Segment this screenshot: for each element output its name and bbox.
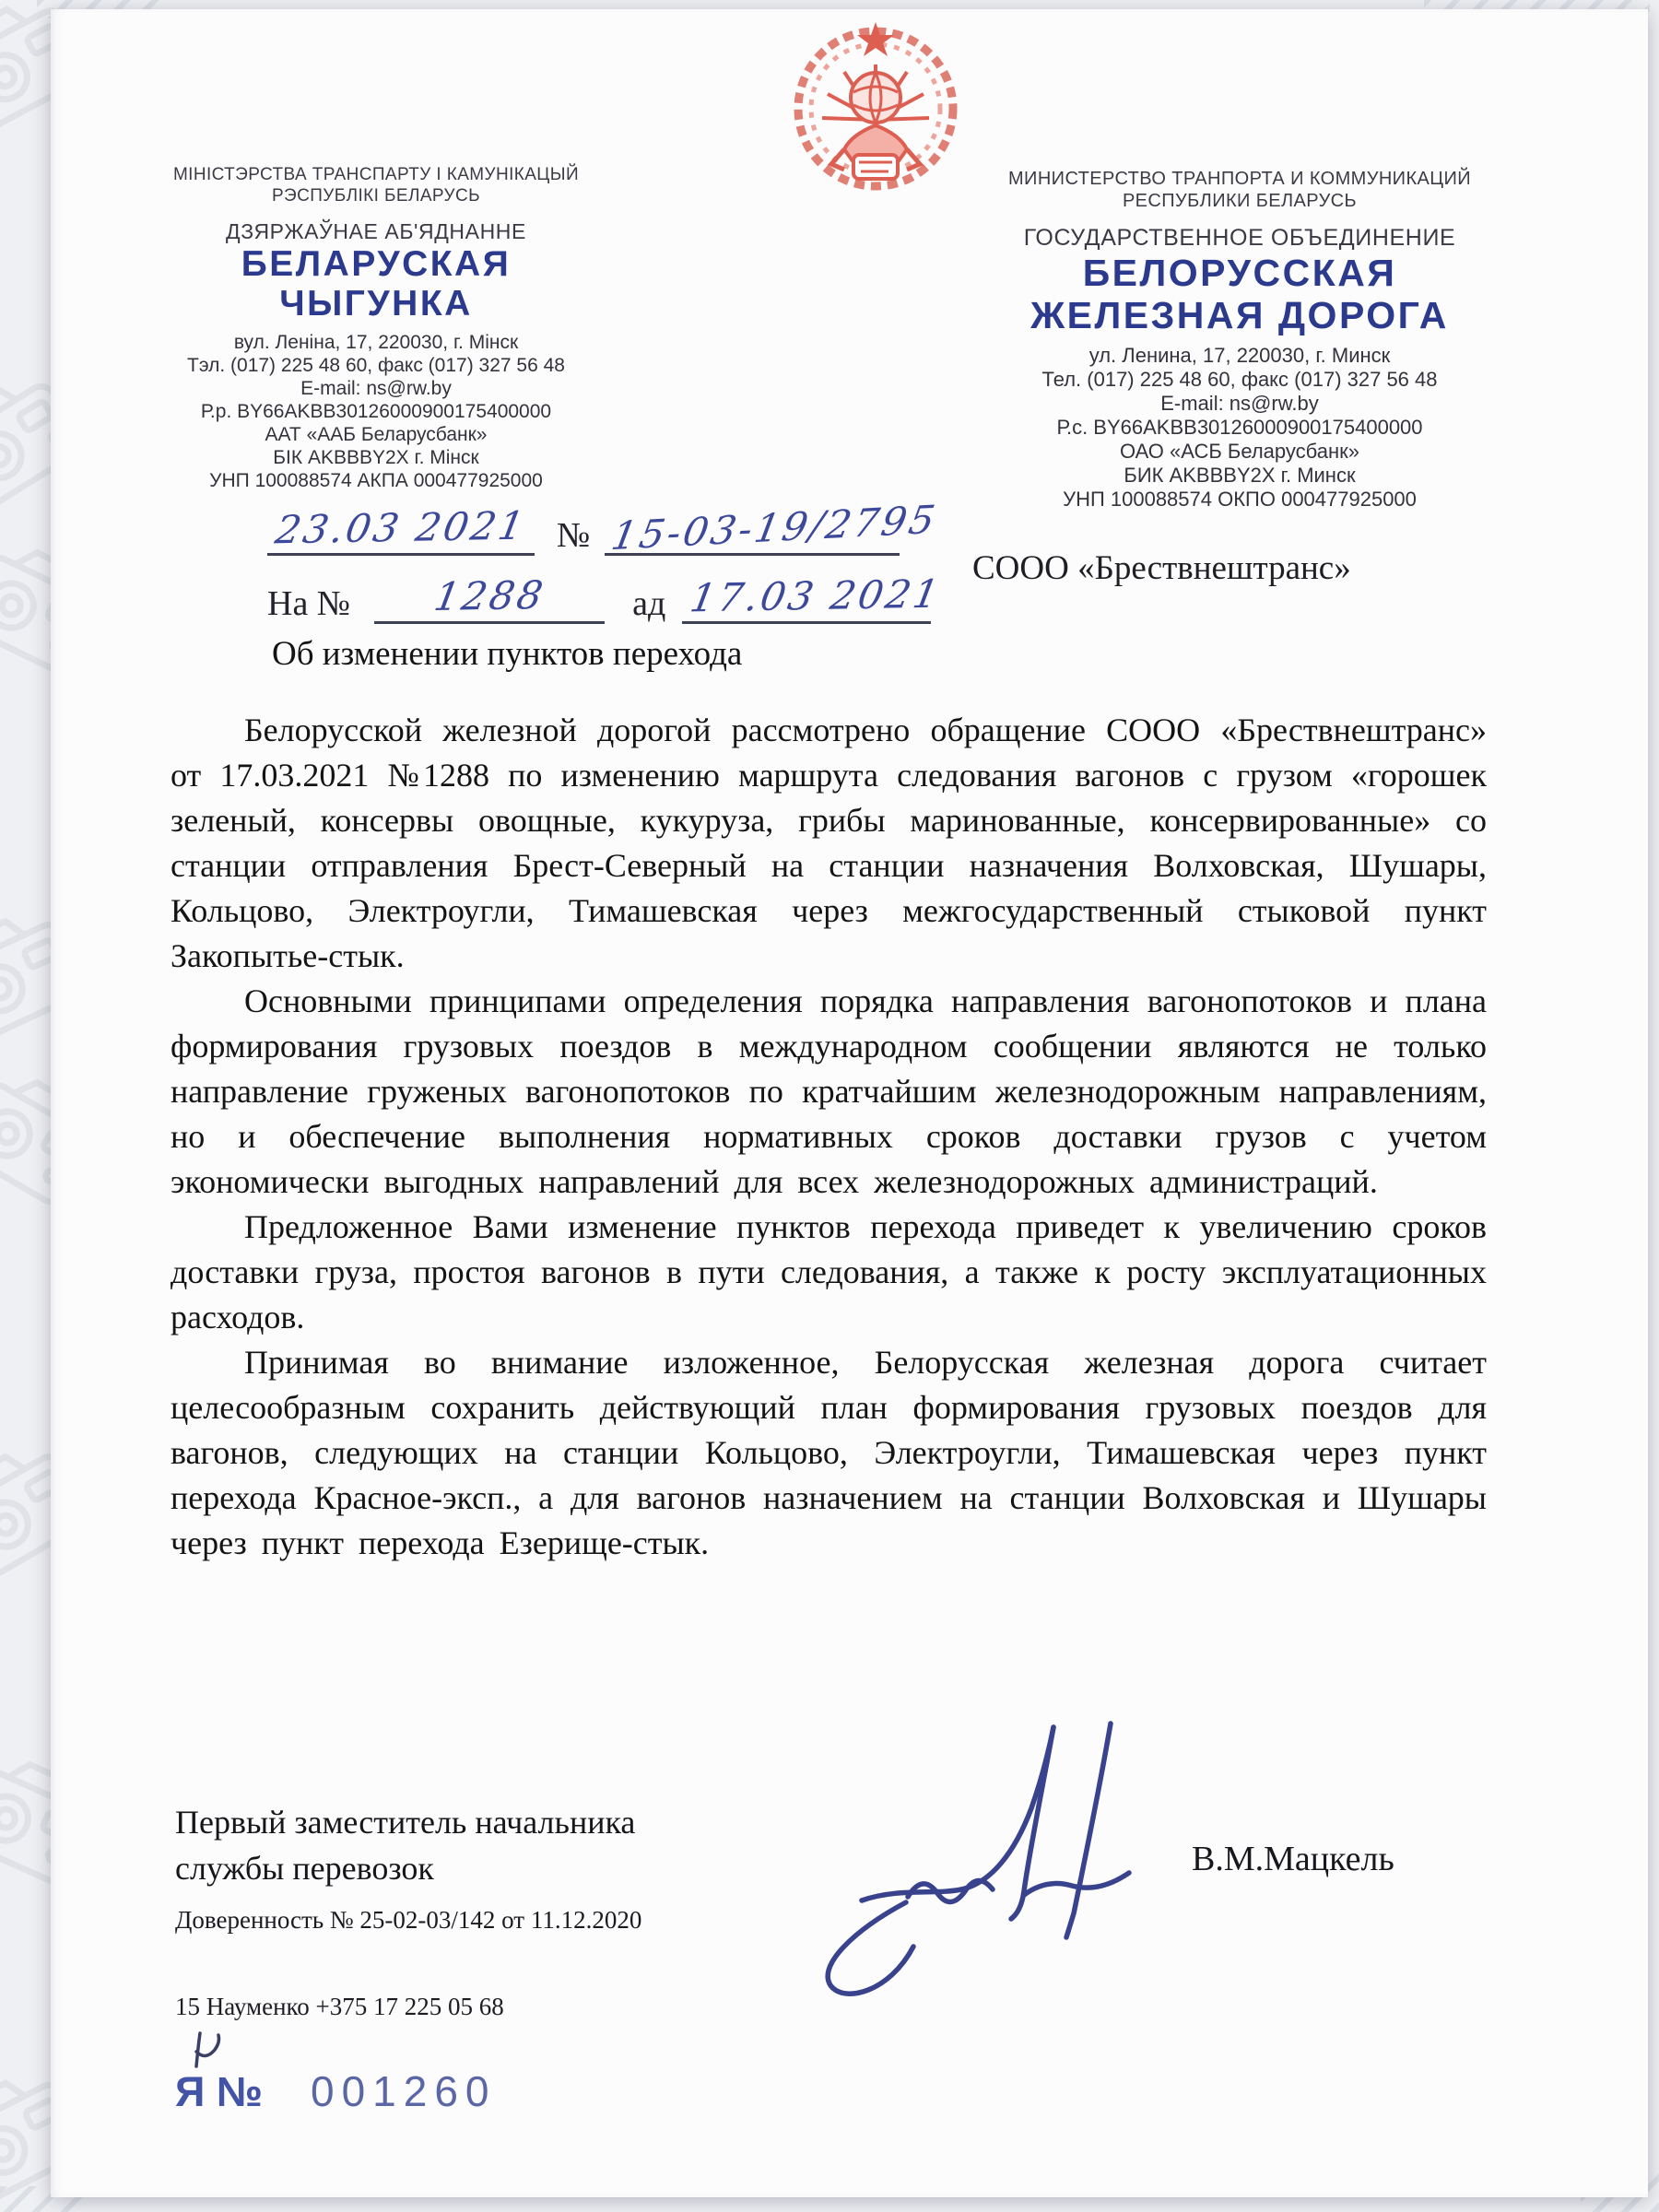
org-name-ru: БЕЛОРУССКАЯ ЖЕЛЕЗНАЯ ДОРОГА	[1030, 252, 1449, 336]
coat-of-arms-icon	[783, 17, 968, 196]
handwritten-date: 23.03 2021	[272, 502, 531, 553]
body-paragraph: Принимая во внимание изложенное, Белорусская железная дорога считает целесообразным сохранить действующий план формирования грузовых поездов для вагонов, следующих на станции Кольцово, Электроугли, Тимашевская через пункт перехода Красное-эксп., а для вагонов назначением на станции Волховская и Шушары через пункт перехода Езерище-стык.	[171, 1344, 1487, 1561]
outgoing-number-field	[605, 496, 942, 559]
handwritten-number: 15-03-19/2795	[608, 496, 942, 559]
power-of-attorney: Доверенность № 25-02-03/142 от 11.12.2020	[175, 1906, 642, 1934]
document-page	[51, 9, 1648, 2197]
org-details-ru: ул. Ленина, 17, 220030, г. Минск Тел. (017) 225 48 60, факс (017) 327 56 48 E-mail: ns@rw.by Р.с. BY66AKBB30126000900175400000 ОАО «АСБ Беларусбанк» БИК AKBBBY2X г. Минск УНП 100088574 ОКПО 000477925000	[1041, 344, 1438, 511]
executor-contact: 15 Науменко +375 17 225 05 68	[175, 1993, 504, 2020]
association-type-ru: ГОСУДАРСТВЕННОЕ ОБЪЕДИНЕНИЕ	[1023, 225, 1456, 251]
letterhead-right	[986, 168, 1493, 512]
letterhead-left	[169, 164, 583, 492]
form-series-label: Я №	[175, 2068, 264, 2115]
form-number-value: 001260	[311, 2067, 497, 2115]
reply-number-field	[374, 573, 605, 624]
reference-line-reply	[267, 571, 946, 624]
subject-line: Об изменении пунктов перехода	[272, 635, 743, 673]
form-number-line	[175, 2066, 497, 2116]
handwritten-reply-number: 1288	[430, 571, 549, 620]
signer-position: Первый заместитель начальника службы перевозок	[175, 1804, 636, 1887]
ministry-name-ru: РЕСПУБЛИКИ БЕЛАРУСЬ	[1122, 191, 1358, 211]
outgoing-date-field	[267, 502, 535, 556]
signer-name: В.М.Мацкель	[1192, 1840, 1394, 1878]
reply-date-label: ад	[632, 584, 666, 623]
handwritten-signature-icon	[797, 1705, 1203, 2000]
reply-date-field	[682, 571, 946, 624]
body-paragraph: Основными принципами определения порядка направления вагонопотоков и плана формирования грузовых поездов в международном сообщении являются не только направление груженых вагонопотоков по кратчайшим железнодорожным направлениям, но и обеспечение выполнения нормативных сроков доставки грузов с учетом экономически выгодных направлений для всех железнодорожных администраций.	[171, 982, 1487, 1200]
recipient: СООО «Брествнештранс»	[972, 549, 1351, 587]
letter-body	[171, 708, 1487, 1566]
number-label: №	[557, 516, 591, 555]
org-details-by: вул. Леніна, 17, 220030, г. Мінск Тэл. (017) 225 48 60, факс (017) 327 56 48 E-mail: ns@rw.by Р.р. BY66AKBB30126000900175400000 ААТ «ААБ Беларусбанк» БІК AKBBBY2X г. Мінск УНП 100088574 АКПА 000477925000	[187, 332, 565, 491]
reference-line-out	[267, 496, 942, 559]
handwritten-reply-date: 17.03 2021	[687, 571, 946, 621]
org-name-by: БЕЛАРУСКАЯ ЧЫГУНКА	[241, 244, 512, 324]
body-paragraph: Предложенное Вами изменение пунктов перехода приведет к увеличению сроков доставки груза, простоя вагонов в пути следования, а также к росту эксплуатационных расходов.	[171, 1208, 1487, 1335]
ministry-name-by: РЭСПУБЛІКІ БЕЛАРУСЬ	[271, 186, 481, 206]
body-paragraph: Белорусской железной дорогой рассмотрено обращение СООО «Брествнештранс» от 17.03.2021 №1288 по изменению маршрута следования вагонов с грузом «горошек зеленый, консервы овощные, кукуруза, грибы маринованные, консервированные» со станции отправления Брест-Северный на станции назначения Волховская, Шушары, Кольцово, Электроугли, Тимашевская через межгосударственный стыковой пункт Закопытье-стык.	[171, 712, 1487, 974]
ministry-name-ru: МИНИСТЕРСТВО ТРАНПОРТА И КОММУНИКАЦИЙ	[1007, 169, 1471, 189]
association-type-by: ДЗЯРЖАЎНАЕ АБ'ЯДНАННЕ	[226, 219, 526, 243]
ministry-name-by: МІНІСТЭРСТВА ТРАНСПАРТУ І КАМУНІКАЦЫЙ	[172, 165, 580, 184]
reply-label: На №	[267, 584, 351, 623]
